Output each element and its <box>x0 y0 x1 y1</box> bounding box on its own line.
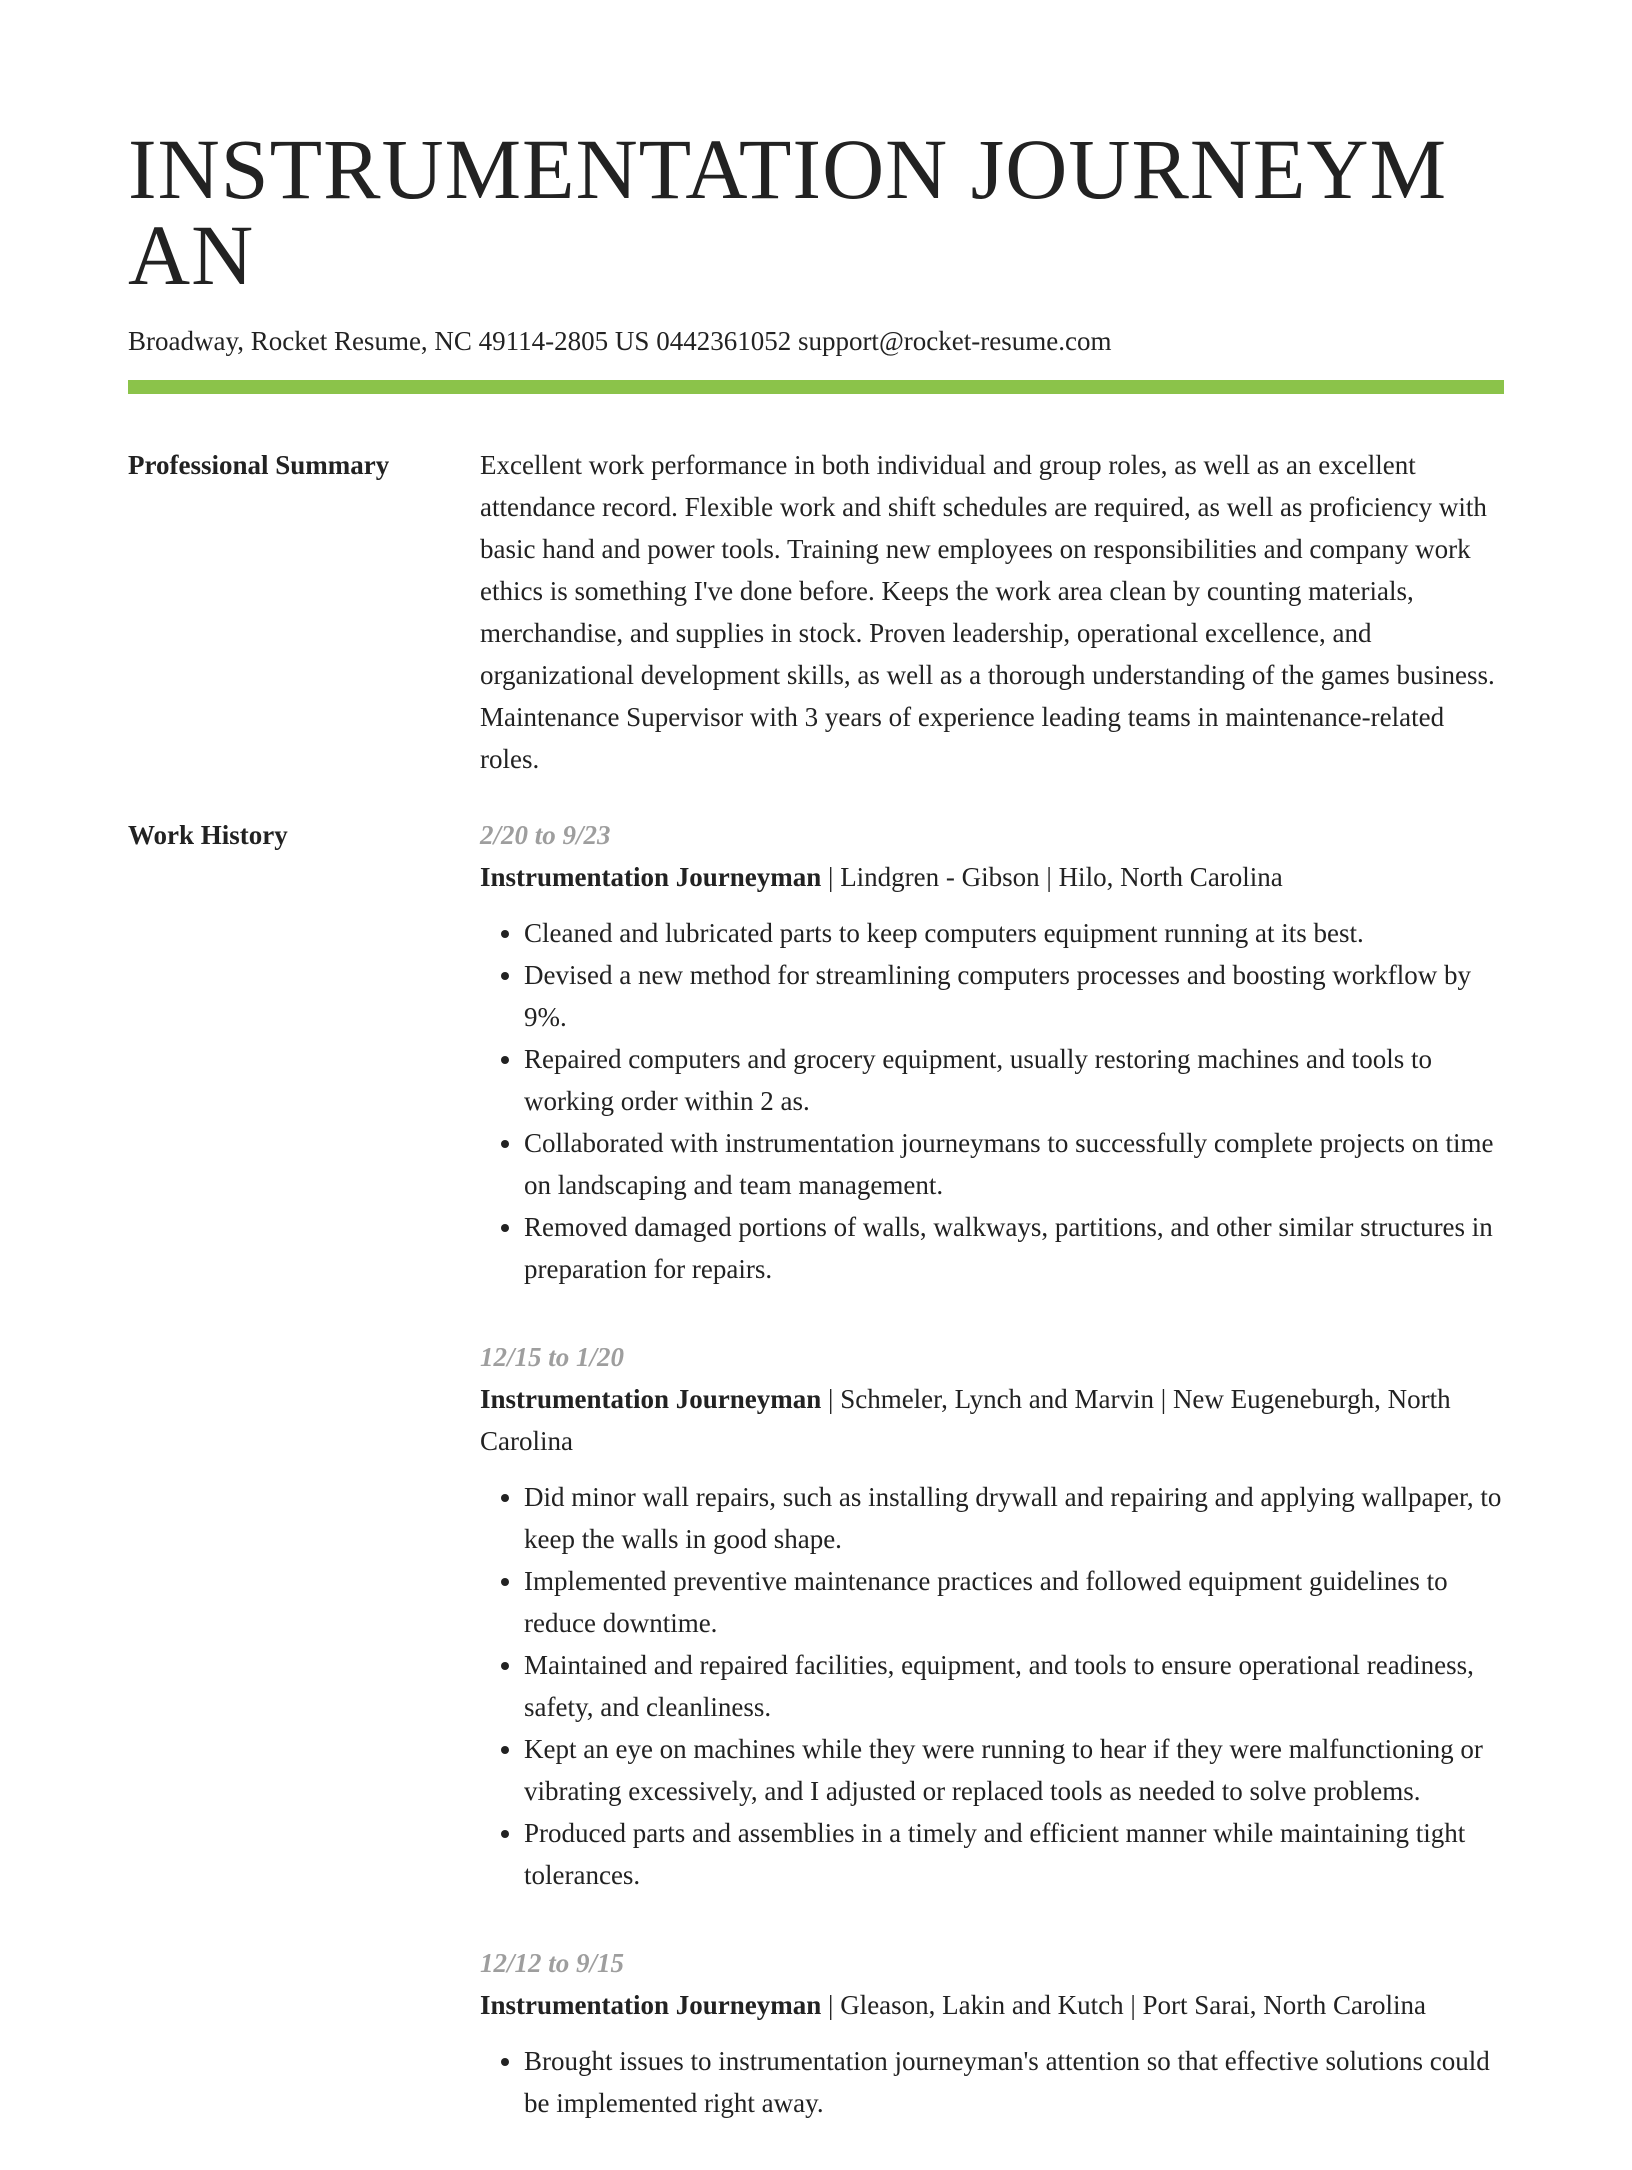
job-bullet: • Cleaned and lubricated parts to keep computers equipment running at its best. <box>524 912 1504 954</box>
job-bullet: • Brought issues to instrumentation journeyman's attention so that effective solutions could be implemented right away. <box>524 2040 1504 2124</box>
job-location: Hilo, North Carolina <box>1058 862 1283 892</box>
job-title: Instrumentation Journeyman <box>480 862 822 892</box>
job-heading <box>480 1378 1504 1462</box>
section-label-summary: Professional Summary <box>128 450 390 480</box>
job-company: Schmeler, Lynch and Marvin <box>840 1384 1155 1414</box>
job-bullet: • Collaborated with instrumentation journeymans to successfully complete projects on time on landscaping and team management. <box>524 1122 1504 1206</box>
job-dates: 2/20 to 9/23 <box>480 820 611 850</box>
job-separator: | <box>1154 1384 1173 1414</box>
header-divider <box>128 380 1504 394</box>
job-entry <box>480 1336 1504 1896</box>
job-separator: | <box>1039 862 1059 892</box>
job-bullet: • Implemented preventive maintenance practices and followed equipment guidelines to reduce downtime. <box>524 1560 1504 1644</box>
job-entry <box>480 814 1504 1290</box>
job-location: Port Sarai, North Carolina <box>1142 1990 1426 2020</box>
job-title: Instrumentation Journeyman <box>480 1990 822 2020</box>
job-separator: | <box>1123 1990 1143 2020</box>
job-separator: | <box>821 1990 841 2020</box>
job-title: Instrumentation Journeyman <box>480 1384 822 1414</box>
job-bullets <box>480 1476 1504 1896</box>
work-history-section <box>128 814 1504 2170</box>
professional-summary-section <box>128 444 1504 780</box>
job-bullet: • Removed damaged portions of walls, walkways, partitions, and other similar structures in preparation for repairs. <box>524 1206 1504 1290</box>
job-bullet: • Did minor wall repairs, such as installing drywall and repairing and applying wallpaper, to keep the walls in good shape. <box>524 1476 1504 1560</box>
job-separator: | <box>821 1384 841 1414</box>
job-bullet: • Devised a new method for streamlining computers processes and boosting workflow by 9%. <box>524 954 1504 1038</box>
summary-text: Excellent work performance in both individual and group roles, as well as an excellent attendance record. Flexible work and shift schedules are required, as well as proficiency with basic hand and power tools. Training new employees on responsibilities and company work ethics is something I've done before. Keeps the work area clean by counting materials, merchandise, and supplies in stock. Proven leadership, operational excellence, and organizational development skills, as well as a thorough understanding of the games business. Maintenance Supervisor with 3 years of experience leading teams in maintenance-related roles. <box>480 450 1495 774</box>
contact-address: Broadway, Rocket Resume, NC 49114-2805 US <box>128 326 657 356</box>
job-heading <box>480 856 1504 898</box>
job-separator: | <box>821 862 841 892</box>
job-bullet: • Produced parts and assemblies in a timely and efficient manner while maintaining tight tolerances. <box>524 1812 1504 1896</box>
resume-page <box>128 0 1504 2170</box>
job-company: Lindgren - Gibson <box>840 862 1040 892</box>
contact-line <box>128 324 1504 358</box>
job-bullet: • Maintained and repaired facilities, equipment, and tools to ensure operational readiness, safety, and cleanliness. <box>524 1644 1504 1728</box>
job-entry <box>480 1942 1504 2124</box>
job-bullets <box>480 912 1504 1290</box>
candidate-name: INSTRUMENTATION JOURNEYMAN <box>128 121 1448 303</box>
job-location: New Eugeneburgh, North Carolina <box>480 1384 1451 1456</box>
job-dates: 12/12 to 9/15 <box>480 1948 625 1978</box>
job-bullets <box>480 2040 1504 2124</box>
job-bullet: • Kept an eye on machines while they were running to hear if they were malfunctioning or vibrating excessively, and I adjusted or replaced tools as needed to solve problems. <box>524 1728 1504 1812</box>
contact-email: support@rocket-resume.com <box>797 326 1112 356</box>
job-dates: 12/15 to 1/20 <box>480 1342 625 1372</box>
job-company: Gleason, Lakin and Kutch <box>840 1990 1124 2020</box>
contact-phone: 0442361052 <box>656 326 798 356</box>
work-history-list <box>480 814 1504 2170</box>
job-bullet: • Repaired computers and grocery equipment, usually restoring machines and tools to working order within 2 as. <box>524 1038 1504 1122</box>
job-heading <box>480 1984 1504 2026</box>
section-label-work-history: Work History <box>128 820 288 850</box>
